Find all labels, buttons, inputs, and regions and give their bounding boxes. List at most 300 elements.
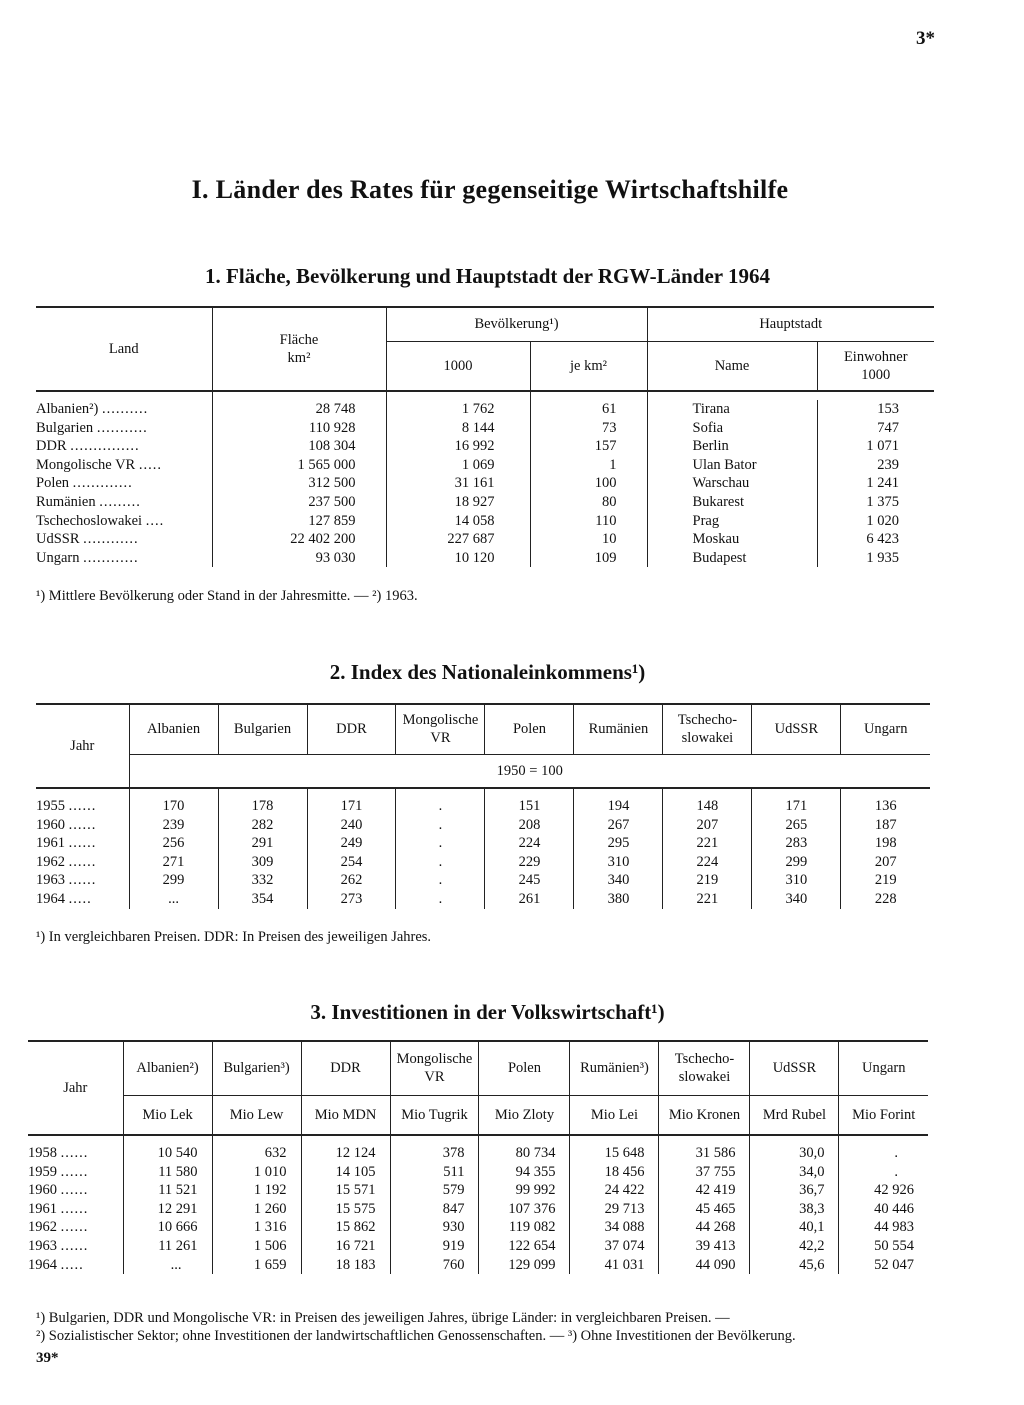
t2-header-base: 1950 = 100 <box>129 754 930 788</box>
land-name: Rumänien <box>36 493 96 510</box>
t2-cell-value: ... <box>129 890 218 909</box>
t3-cell-value: 99 992 <box>479 1181 570 1200</box>
t2-cell-value: 148 <box>663 797 752 816</box>
t1-cell-land <box>36 549 212 568</box>
t2-cell-value: 299 <box>752 853 841 872</box>
t2-cell-value: 256 <box>129 834 218 853</box>
t3-cell-value: 42 419 <box>659 1181 750 1200</box>
year: 1962 <box>36 853 65 870</box>
t1-cell-dichte: 109 <box>530 549 647 568</box>
t1-cell-bevoelkerung: 16 992 <box>386 437 530 456</box>
t2-cell-value: 354 <box>218 890 307 909</box>
table-row <box>36 797 930 816</box>
t3-header-unit: Mrd Rubel <box>750 1095 839 1135</box>
t3-cell-value: 34,0 <box>750 1163 839 1182</box>
t3-cell-value: 10 666 <box>123 1218 212 1237</box>
leader-dots: ...... <box>60 1145 89 1161</box>
t3-cell-value: 41 031 <box>570 1256 659 1275</box>
t1-header-bevoelkerung: Bevölkerung¹) <box>386 307 647 341</box>
t1-cell-land <box>36 437 212 456</box>
t3-cell-value: 30,0 <box>750 1144 839 1163</box>
page-number-top: 3* <box>916 28 935 49</box>
t1-cell-stadt: Sofia <box>647 419 817 438</box>
t2-cell-value: 208 <box>485 816 574 835</box>
year: 1955 <box>36 798 65 814</box>
t3-header-col: Rumänien³) <box>570 1041 659 1095</box>
t2-cell-value: 194 <box>574 797 663 816</box>
t3-header-col: Bulgarien³) <box>212 1041 301 1095</box>
t2-cell-value: . <box>396 853 485 872</box>
t3-cell-value: 24 422 <box>570 1181 659 1200</box>
year: 1958 <box>28 1145 57 1161</box>
t1-header-je-km2: je km² <box>530 341 647 391</box>
table-row <box>36 456 934 475</box>
table-row <box>36 419 934 438</box>
t2-cell-value: 340 <box>574 871 663 890</box>
t2-cell-value: 178 <box>218 797 307 816</box>
year: 1964 <box>36 890 65 907</box>
t3-cell-value: 632 <box>212 1144 301 1163</box>
land-name: Albanien²) <box>36 401 99 417</box>
table-row <box>28 1181 928 1200</box>
t2-cell-value: 282 <box>218 816 307 835</box>
t1-cell-land <box>36 474 212 493</box>
t1-cell-flaeche: 108 304 <box>212 437 386 456</box>
land-name: Bulgarien <box>36 419 94 436</box>
leader-dots: ............... <box>70 438 140 455</box>
t2-header-col: Bulgarien <box>218 704 307 754</box>
t2-cell-value: 332 <box>218 871 307 890</box>
t3-cell-jahr <box>28 1256 123 1275</box>
t3-header-col: UdSSR <box>750 1041 839 1095</box>
table-row <box>36 853 930 872</box>
t3-cell-value: 15 648 <box>570 1144 659 1163</box>
t3-cell-value: 511 <box>390 1163 479 1182</box>
t2-cell-value: 240 <box>307 816 396 835</box>
t1-header-name: Name <box>647 341 817 391</box>
t1-cell-dichte: 10 <box>530 530 647 549</box>
t1-cell-einwohner: 1 241 <box>866 475 899 492</box>
t1-cell-land <box>36 512 212 531</box>
t3-cell-value: 52 047 <box>874 1256 914 1273</box>
leader-dots: ...... <box>68 835 97 852</box>
t1-header-einwohner: Einwohner 1000 <box>817 341 934 391</box>
t3-cell-value: 1 192 <box>212 1181 301 1200</box>
t2-cell-jahr <box>36 853 129 872</box>
t1-cell-dichte: 73 <box>530 419 647 438</box>
t2-cell-value: 219 <box>663 871 752 890</box>
t1-header-hauptstadt: Hauptstadt <box>647 307 934 341</box>
leader-dots: ............. <box>72 475 133 492</box>
t3-cell-value: 45,6 <box>750 1256 839 1275</box>
leader-dots: ......... <box>99 493 141 510</box>
t3-cell-jahr <box>28 1181 123 1200</box>
land-name: DDR <box>36 438 67 455</box>
t2-cell-value: 283 <box>752 834 841 853</box>
t3-cell-value: 847 <box>390 1200 479 1219</box>
table-row <box>36 437 934 456</box>
t1-cell-dichte: 80 <box>530 493 647 512</box>
t1-cell-bevoelkerung: 18 927 <box>386 493 530 512</box>
t3-cell-value: 15 862 <box>301 1218 390 1237</box>
t1-cell-stadt: Warschau <box>647 474 817 493</box>
table-row <box>36 834 930 853</box>
leader-dots: ...... <box>68 798 97 814</box>
t3-cell-value: 12 291 <box>123 1200 212 1219</box>
t3-cell-value: . <box>894 1163 898 1180</box>
t1-cell-flaeche: 28 748 <box>212 400 386 419</box>
t3-cell-value: 42,2 <box>750 1237 839 1256</box>
t3-cell-value: 42 926 <box>874 1182 914 1199</box>
table1-footnote: ¹) Mittlere Bevölkerung oder Stand in der Jahresmitte. — ²) 1963. <box>36 588 418 604</box>
t3-cell-value: 919 <box>390 1237 479 1256</box>
t1-cell-flaeche: 312 500 <box>212 474 386 493</box>
t2-cell-value: 265 <box>752 816 841 835</box>
t1-cell-stadt: Prag <box>647 512 817 531</box>
t3-cell-value: 1 506 <box>212 1237 301 1256</box>
t3-cell-value: 44 090 <box>659 1256 750 1275</box>
leader-dots: ..... <box>60 1256 84 1273</box>
t3-header-col: DDR <box>301 1041 390 1095</box>
t1-cell-flaeche: 22 402 200 <box>212 530 386 549</box>
land-name: Ungarn <box>36 549 80 566</box>
year: 1964 <box>28 1256 57 1273</box>
t2-cell-value: 310 <box>752 871 841 890</box>
t1-cell-dichte: 100 <box>530 474 647 493</box>
t1-cell-bevoelkerung: 1 069 <box>386 456 530 475</box>
t2-cell-value: 207 <box>663 816 752 835</box>
t1-cell-dichte: 110 <box>530 512 647 531</box>
t3-cell-value: 11 521 <box>123 1181 212 1200</box>
land-name: Polen <box>36 475 70 492</box>
year: 1961 <box>36 835 65 852</box>
t2-cell-value: . <box>396 890 485 909</box>
t3-cell-value: 1 316 <box>212 1218 301 1237</box>
leader-dots: ..... <box>68 890 92 907</box>
t1-cell-bevoelkerung: 8 144 <box>386 419 530 438</box>
t2-cell-jahr <box>36 890 129 909</box>
t2-cell-value: 221 <box>663 834 752 853</box>
t3-cell-value: 16 721 <box>301 1237 390 1256</box>
t2-cell-value: 219 <box>874 872 897 889</box>
t2-cell-value: 187 <box>874 816 897 833</box>
leader-dots: ...... <box>60 1163 89 1180</box>
t2-header-col: Polen <box>485 704 574 754</box>
t3-cell-value: 44 268 <box>659 1218 750 1237</box>
land-name: Tschechoslowakei <box>36 512 143 529</box>
t3-cell-value: 107 376 <box>479 1200 570 1219</box>
t2-cell-value: 271 <box>129 853 218 872</box>
leader-dots: .... <box>145 512 165 529</box>
t1-cell-stadt: Bukarest <box>647 493 817 512</box>
table-row <box>36 816 930 835</box>
t3-cell-value: 15 575 <box>301 1200 390 1219</box>
t3-cell-jahr <box>28 1163 123 1182</box>
t3-cell-value: 122 654 <box>479 1237 570 1256</box>
t2-cell-value: 267 <box>574 816 663 835</box>
leader-dots: ...... <box>60 1237 89 1254</box>
t2-cell-value: 224 <box>485 834 574 853</box>
t1-cell-flaeche: 127 859 <box>212 512 386 531</box>
t3-cell-jahr <box>28 1218 123 1237</box>
table-row <box>28 1163 928 1182</box>
t3-header-unit: Mio Lek <box>123 1095 212 1135</box>
land-name: Mongolische VR <box>36 456 136 473</box>
t3-cell-value: 39 413 <box>659 1237 750 1256</box>
year: 1959 <box>28 1163 57 1180</box>
year: 1960 <box>36 816 65 833</box>
t3-header-col: Tschecho-slowakei <box>659 1041 750 1095</box>
table-row <box>28 1200 928 1219</box>
t3-header-col: Ungarn <box>839 1041 928 1095</box>
t1-header-flaeche: Fläche km² <box>212 307 386 391</box>
leader-dots: ..... <box>138 456 162 473</box>
t1-cell-bevoelkerung: 10 120 <box>386 549 530 568</box>
t3-header-jahr: Jahr <box>28 1041 123 1135</box>
t2-cell-jahr <box>36 797 129 816</box>
table-row <box>36 400 934 419</box>
t2-header-col: Tschecho-slowakei <box>663 704 752 754</box>
t2-cell-value: 249 <box>307 834 396 853</box>
t3-cell-value: 15 571 <box>301 1181 390 1200</box>
t2-cell-value: 239 <box>129 816 218 835</box>
t3-cell-jahr <box>28 1200 123 1219</box>
t3-cell-value: 129 099 <box>479 1256 570 1275</box>
t1-cell-einwohner: 1 935 <box>866 549 899 566</box>
table1-title: 1. Fläche, Bevölkerung und Hauptstadt der RGW-Länder 1964 <box>205 264 770 288</box>
table-row <box>28 1256 928 1275</box>
t1-cell-land <box>36 493 212 512</box>
t3-header-unit: Mio Lew <box>212 1095 301 1135</box>
t2-cell-value: 380 <box>574 890 663 909</box>
t3-cell-value: 34 088 <box>570 1218 659 1237</box>
year: 1962 <box>28 1219 57 1236</box>
t3-cell-value: 760 <box>390 1256 479 1275</box>
t1-cell-bevoelkerung: 227 687 <box>386 530 530 549</box>
page-number-bottom: 39* <box>36 1350 59 1366</box>
t3-cell-value: 50 554 <box>874 1237 914 1254</box>
year: 1960 <box>28 1182 57 1199</box>
t1-cell-land <box>36 400 212 419</box>
t2-cell-value: 299 <box>129 871 218 890</box>
t2-cell-value: 273 <box>307 890 396 909</box>
year: 1963 <box>28 1237 57 1254</box>
t2-cell-value: 291 <box>218 834 307 853</box>
t3-header-unit: Mio Tugrik <box>390 1095 479 1135</box>
t2-cell-value: . <box>396 871 485 890</box>
t3-cell-value: 18 456 <box>570 1163 659 1182</box>
t2-cell-jahr <box>36 834 129 853</box>
t3-cell-value: 38,3 <box>750 1200 839 1219</box>
t1-cell-land <box>36 530 212 549</box>
t3-cell-value: 1 260 <box>212 1200 301 1219</box>
t3-cell-value: 45 465 <box>659 1200 750 1219</box>
t1-cell-dichte: 157 <box>530 437 647 456</box>
t1-cell-dichte: 1 <box>530 456 647 475</box>
t1-cell-dichte: 61 <box>530 400 647 419</box>
t1-cell-einwohner: 153 <box>877 401 899 417</box>
table-row <box>28 1237 928 1256</box>
t3-cell-value: 119 082 <box>479 1218 570 1237</box>
table2 <box>36 703 930 909</box>
year: 1961 <box>28 1200 57 1217</box>
leader-dots: .......... <box>101 401 149 417</box>
t1-cell-flaeche: 237 500 <box>212 493 386 512</box>
t2-cell-value: 229 <box>485 853 574 872</box>
t1-cell-einwohner: 239 <box>877 456 899 473</box>
t3-cell-value: 40 446 <box>874 1200 914 1217</box>
t3-cell-value: 378 <box>390 1144 479 1163</box>
t3-cell-jahr <box>28 1144 123 1163</box>
t1-cell-land <box>36 456 212 475</box>
t2-cell-value: 170 <box>129 797 218 816</box>
t3-header-unit: Mio Forint <box>839 1095 928 1135</box>
t3-cell-value: 94 355 <box>479 1163 570 1182</box>
t1-cell-bevoelkerung: 31 161 <box>386 474 530 493</box>
t3-cell-value: 36,7 <box>750 1181 839 1200</box>
t3-cell-value: 930 <box>390 1218 479 1237</box>
t3-cell-value: 29 713 <box>570 1200 659 1219</box>
t1-cell-bevoelkerung: 14 058 <box>386 512 530 531</box>
t2-cell-value: . <box>396 834 485 853</box>
t3-cell-jahr <box>28 1237 123 1256</box>
t1-cell-stadt: Tirana <box>647 400 817 419</box>
t3-cell-value: 18 183 <box>301 1256 390 1275</box>
t1-cell-einwohner: 1 020 <box>866 512 899 529</box>
t3-header-col: Mongolische VR <box>390 1041 479 1095</box>
t2-cell-value: 295 <box>574 834 663 853</box>
leader-dots: ...... <box>68 853 97 870</box>
t1-cell-einwohner: 1 071 <box>866 438 899 455</box>
t3-cell-value: 1 010 <box>212 1163 301 1182</box>
t3-cell-value: 14 105 <box>301 1163 390 1182</box>
table2-footnote: ¹) In vergleichbaren Preisen. DDR: In Preisen des jeweiligen Jahres. <box>36 929 432 945</box>
table-row <box>36 871 930 890</box>
t2-cell-value: 171 <box>752 797 841 816</box>
t2-header-col: Mongolische VR <box>396 704 485 754</box>
table-row <box>36 512 934 531</box>
t3-cell-value: 37 074 <box>570 1237 659 1256</box>
t3-header-unit: Mio MDN <box>301 1095 390 1135</box>
t3-cell-value: 31 586 <box>659 1144 750 1163</box>
leader-dots: ...... <box>68 872 97 889</box>
t1-cell-einwohner: 747 <box>877 419 899 436</box>
table-row <box>36 474 934 493</box>
page-title: I. Länder des Rates für gegenseitige Wirtschaftshilfe <box>191 175 789 204</box>
leader-dots: ...... <box>68 816 97 833</box>
t1-header-bev-1000: 1000 <box>386 341 530 391</box>
leader-dots: ...... <box>60 1219 89 1236</box>
table-row <box>36 530 934 549</box>
t2-cell-value: 254 <box>307 853 396 872</box>
t2-header-col: Ungarn <box>863 721 908 738</box>
t1-cell-flaeche: 1 565 000 <box>212 456 386 475</box>
t3-cell-value: 579 <box>390 1181 479 1200</box>
t1-cell-einwohner: 6 423 <box>866 531 899 548</box>
t3-cell-value: 12 124 <box>301 1144 390 1163</box>
table-row <box>36 890 930 909</box>
table-row <box>36 493 934 512</box>
leader-dots: ............ <box>83 531 139 548</box>
land-name: UdSSR <box>36 531 80 548</box>
table3-footnote-2: ²) Sozialistischer Sektor; ohne Investitionen der landwirtschaftlichen Genossenschaften. — ³) Ohne Investitionen der Bevölkerung. <box>36 1328 796 1344</box>
t2-cell-value: 151 <box>485 797 574 816</box>
t3-cell-value: 40,1 <box>750 1218 839 1237</box>
t1-cell-bevoelkerung: 1 762 <box>386 400 530 419</box>
t2-cell-value: 309 <box>218 853 307 872</box>
t1-cell-stadt: Ulan Bator <box>647 456 817 475</box>
t3-cell-value: 44 983 <box>874 1219 914 1236</box>
leader-dots: ...... <box>60 1182 89 1199</box>
t3-cell-value: . <box>894 1145 898 1161</box>
t2-cell-jahr <box>36 816 129 835</box>
table2-title: 2. Index des Nationaleinkommens¹) <box>329 660 646 684</box>
leader-dots: ...... <box>60 1200 89 1217</box>
t2-header-jahr: Jahr <box>36 704 129 788</box>
t2-cell-value: . <box>396 816 485 835</box>
t2-cell-value: 224 <box>663 853 752 872</box>
leader-dots: ............ <box>83 549 139 566</box>
table-row <box>36 549 934 568</box>
t2-cell-value: 245 <box>485 871 574 890</box>
t2-cell-value: 198 <box>874 835 897 852</box>
t3-cell-value: ... <box>123 1256 212 1275</box>
t1-header-land: Land <box>36 307 212 391</box>
t1-cell-stadt: Berlin <box>647 437 817 456</box>
t3-cell-value: 1 659 <box>212 1256 301 1275</box>
t2-cell-value: 261 <box>485 890 574 909</box>
t3-cell-value: 80 734 <box>479 1144 570 1163</box>
t3-header-unit: Mio Kronen <box>659 1095 750 1135</box>
t1-cell-stadt: Budapest <box>647 549 817 568</box>
t3-cell-value: 11 580 <box>123 1163 212 1182</box>
t2-cell-value: 262 <box>307 871 396 890</box>
t2-cell-value: . <box>396 797 485 816</box>
table3-footnote-1: ¹) Bulgarien, DDR und Mongolische VR: in Preisen des jeweiligen Jahres, übrige Länder: in vergleichbaren Preisen. — <box>36 1310 730 1326</box>
t3-header-col: Albanien²) <box>123 1041 212 1095</box>
t2-header-col: Rumänien <box>574 704 663 754</box>
t2-header-col: DDR <box>307 704 396 754</box>
t2-cell-value: 207 <box>874 853 897 870</box>
t2-cell-jahr <box>36 871 129 890</box>
t2-cell-value: 221 <box>663 890 752 909</box>
t1-cell-einwohner: 1 375 <box>866 493 899 510</box>
t2-cell-value: 136 <box>874 798 897 814</box>
t3-header-unit: Mio Zloty <box>479 1095 570 1135</box>
t3-cell-value: 37 755 <box>659 1163 750 1182</box>
t2-cell-value: 171 <box>307 797 396 816</box>
t2-header-col: Albanien <box>129 704 218 754</box>
t1-cell-stadt: Moskau <box>647 530 817 549</box>
t3-cell-value: 10 540 <box>123 1144 212 1163</box>
year: 1963 <box>36 872 65 889</box>
t1-cell-flaeche: 110 928 <box>212 419 386 438</box>
t2-cell-value: 340 <box>752 890 841 909</box>
table3-title: 3. Investitionen in der Volkswirtschaft¹) <box>310 1000 665 1024</box>
leader-dots: ........... <box>96 419 148 436</box>
t1-cell-land <box>36 419 212 438</box>
table-row <box>28 1144 928 1163</box>
t2-header-col: UdSSR <box>752 704 841 754</box>
table1 <box>36 306 934 567</box>
t3-header-unit: Mio Lei <box>570 1095 659 1135</box>
table-row <box>28 1218 928 1237</box>
t3-cell-value: 11 261 <box>123 1237 212 1256</box>
t1-cell-flaeche: 93 030 <box>212 549 386 568</box>
t2-cell-value: 228 <box>874 890 897 907</box>
table3 <box>28 1040 928 1274</box>
t3-header-col: Polen <box>479 1041 570 1095</box>
